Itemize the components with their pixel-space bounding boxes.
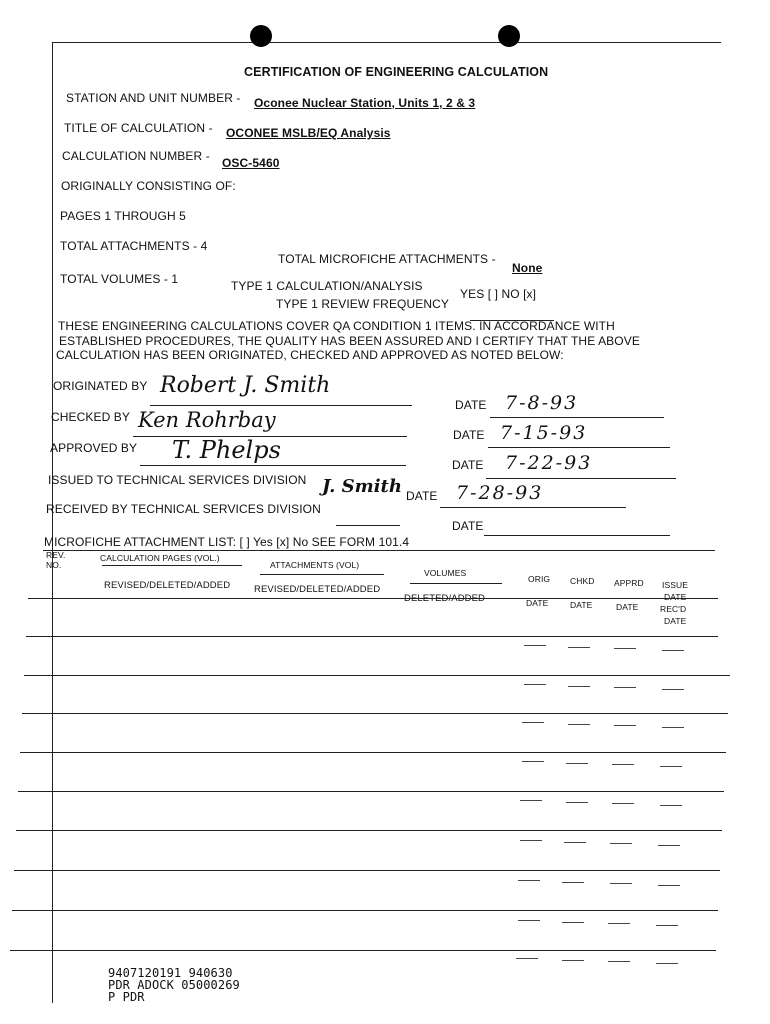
received-line [336, 525, 400, 526]
blank-mark [656, 963, 678, 964]
blank-mark [522, 722, 544, 723]
issued-date: 7-28-93 [456, 482, 544, 504]
col-issue-date: DATE [664, 592, 687, 602]
volumes-label: TOTAL VOLUMES - 1 [60, 272, 179, 286]
blank-mark [524, 645, 546, 646]
blank-mark [612, 764, 634, 765]
approved-line [140, 465, 406, 466]
calc-title-label: TITLE OF CALCULATION - [64, 121, 213, 135]
blank-mark [662, 727, 684, 728]
microfiche-line [43, 550, 715, 551]
received-label: RECEIVED BY TECHNICAL SERVICES DIVISION [46, 502, 321, 516]
checked-date-line [488, 447, 670, 448]
cert-paragraph-line-2: ESTABLISHED PROCEDURES, THE QUALITY HAS BEEN ASSURED AND I CERTIFY THAT THE ABOVE [59, 334, 640, 348]
form-title: CERTIFICATION OF ENGINEERING CALCULATION [244, 65, 549, 79]
binder-hole-right [498, 25, 520, 47]
issued-signature: J. Smith [322, 476, 402, 497]
col-attachments: ATTACHMENTS (VOL) [270, 560, 360, 570]
originated-signature: Robert J. Smith [160, 373, 331, 398]
col-recd-date: DATE [664, 616, 687, 626]
blank-mark [568, 647, 590, 648]
received-date-line [484, 535, 670, 536]
microfiche-list-label: MICROFICHE ATTACHMENT LIST: [ ] Yes [x] No SEE FORM 101.4 [44, 535, 410, 549]
blank-mark [614, 648, 636, 649]
approved-signature: T. Phelps [172, 436, 281, 464]
issued-date-label: DATE [406, 489, 438, 503]
checked-date: 7-15-93 [500, 422, 588, 444]
col-chkd-date: DATE [570, 600, 593, 610]
binder-hole-left [250, 25, 272, 47]
originated-date-line [490, 417, 664, 418]
table-row [12, 910, 718, 911]
approved-date-label: DATE [452, 458, 484, 472]
blank-mark [568, 724, 590, 725]
col-issue: ISSUE [662, 580, 689, 590]
checked-signature: Ken Rohrbay [138, 408, 276, 432]
col-apprd-date: DATE [616, 602, 639, 612]
checked-label: CHECKED BY [51, 410, 131, 424]
review-frequency-label: TYPE 1 REVIEW FREQUENCY [276, 297, 449, 311]
blank-mark [658, 885, 680, 886]
type1-calc-label: TYPE 1 CALCULATION/ANALYSIS [231, 279, 423, 293]
col-orig: ORIG [528, 574, 551, 584]
blank-mark [614, 725, 636, 726]
table-row [24, 675, 730, 676]
blank-mark [660, 805, 682, 806]
col-underline-3 [410, 583, 502, 584]
originated-date-label: DATE [455, 398, 487, 412]
calc-number-label: CALCULATION NUMBER - [62, 149, 210, 163]
issued-date-line [440, 507, 626, 508]
col-recd: REC'D [660, 604, 687, 614]
blank-mark [614, 687, 636, 688]
station-value: Oconee Nuclear Station, Units 1, 2 & 3 [254, 96, 476, 110]
blank-mark [608, 923, 630, 924]
blank-mark [518, 920, 540, 921]
calc-number-value: OSC-5460 [222, 156, 280, 170]
approved-label: APPROVED BY [50, 441, 138, 455]
table-row [18, 791, 724, 792]
checked-date-label: DATE [453, 428, 485, 442]
blank-mark [568, 686, 590, 687]
table-row [22, 713, 728, 714]
approved-date-line [486, 478, 676, 479]
blank-mark [658, 845, 680, 846]
originated-label: ORIGINATED BY [53, 379, 148, 393]
blank-mark [524, 684, 546, 685]
blank-mark [566, 802, 588, 803]
blank-mark [608, 961, 630, 962]
cert-paragraph-line-3: CALCULATION HAS BEEN ORIGINATED, CHECKED AND APPROVED AS NOTED BELOW: [56, 348, 564, 362]
originated-line [150, 405, 412, 406]
station-label: STATION AND UNIT NUMBER - [66, 91, 241, 105]
blank-mark [520, 800, 542, 801]
col-deleted-added: DELETED/ADDED [404, 593, 486, 604]
blank-mark [518, 880, 540, 881]
blank-mark [520, 840, 542, 841]
blank-mark [656, 925, 678, 926]
blank-mark [612, 803, 634, 804]
col-orig-date: DATE [526, 598, 549, 608]
attachments-label: TOTAL ATTACHMENTS - 4 [60, 239, 208, 253]
col-calc-pages: CALCULATION PAGES (VOL.) [100, 553, 220, 563]
footer-pdr: P PDR [108, 990, 145, 1004]
table-row [14, 870, 720, 871]
calc-title-value: OCONEE MSLB/EQ Analysis [226, 126, 391, 140]
blank-mark [562, 882, 584, 883]
col-revised-2: REVISED/DELETED/ADDED [254, 584, 381, 595]
blank-mark [516, 958, 538, 959]
blank-mark [610, 843, 632, 844]
col-underline-1 [102, 565, 242, 566]
blank-mark [566, 763, 588, 764]
col-underline-2 [260, 574, 384, 575]
originally-label: ORIGINALLY CONSISTING OF: [61, 179, 236, 193]
col-apprd: APPRD [614, 578, 644, 588]
table-row [28, 598, 718, 599]
microfiche-label: TOTAL MICROFICHE ATTACHMENTS - [278, 252, 496, 266]
footer-docket: PDR ADOCK 05000269 [108, 978, 240, 992]
blank-mark [562, 922, 584, 923]
col-volumes: VOLUMES [424, 568, 467, 578]
blank-mark [662, 689, 684, 690]
blank-mark [660, 766, 682, 767]
received-date-label: DATE [452, 519, 484, 533]
blank-mark [522, 761, 544, 762]
pages-label: PAGES 1 THROUGH 5 [60, 209, 186, 223]
table-row [16, 830, 722, 831]
col-chkd: CHKD [570, 576, 595, 586]
footer-doc-number: 9407120191 940630 [108, 966, 233, 980]
blank-mark [564, 842, 586, 843]
microfiche-value: None [512, 261, 543, 275]
table-row [10, 950, 716, 951]
originated-date: 7-8-93 [505, 392, 579, 414]
issued-label: ISSUED TO TECHNICAL SERVICES DIVISION [48, 473, 307, 487]
approved-date: 7-22-93 [505, 452, 593, 474]
cert-paragraph-line-1: THESE ENGINEERING CALCULATIONS COVER QA CONDITION 1 ITEMS. IN ACCORDANCE WITH [58, 319, 615, 333]
col-revised-1: REVISED/DELETED/ADDED [104, 580, 231, 591]
blank-mark [610, 883, 632, 884]
type1-calc-value: YES [ ] NO [x] [460, 287, 537, 301]
blank-mark [562, 960, 584, 961]
col-rev-no: REV. NO. [46, 550, 66, 570]
table-row [26, 636, 718, 637]
blank-mark [662, 650, 684, 651]
table-row [20, 752, 726, 753]
